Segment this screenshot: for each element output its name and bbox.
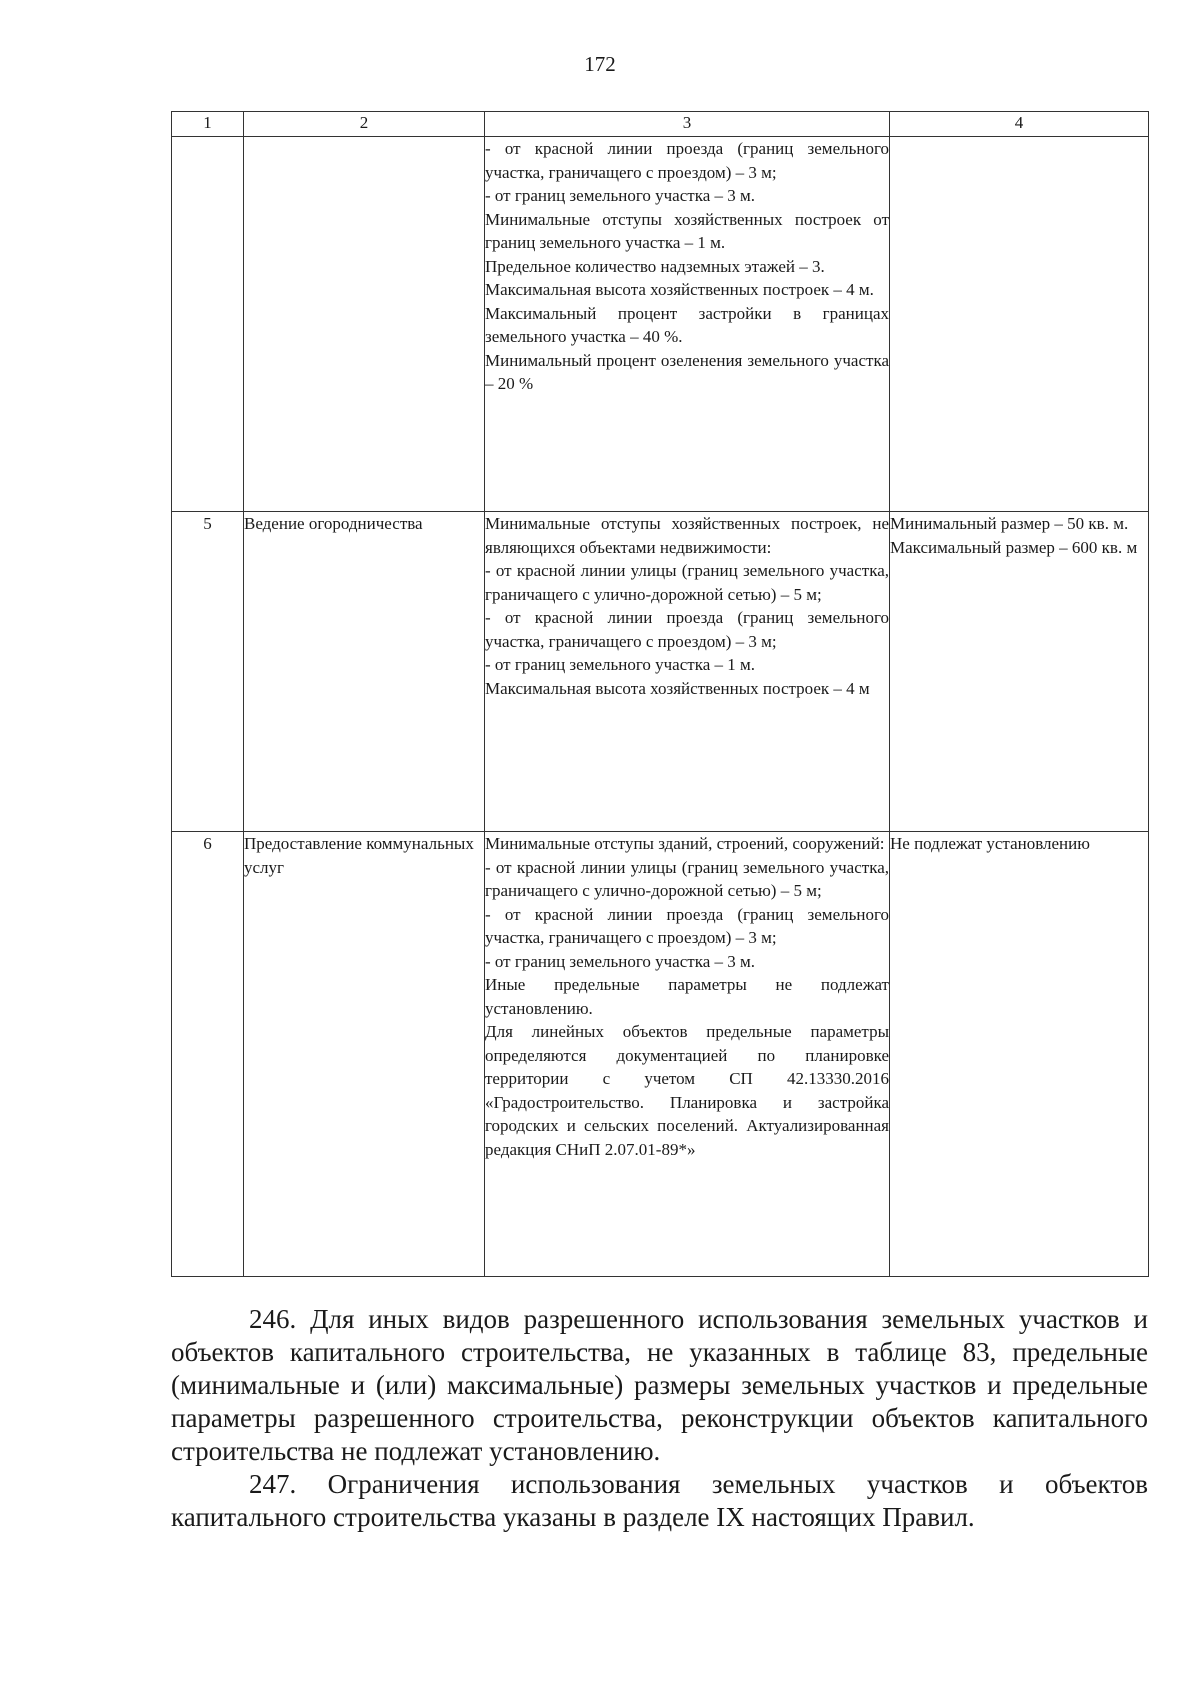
paragraph-246: 246. Для иных видов разрешенного использования земельных участков и объектов капитального строительства, не указанных в таблице 83, предельные (минимальные и (или) максимальные) размеры земельных участков и предельные параметры разрешенного строительства, реконструкции объектов капитального строительства не подлежат установлению. xyxy=(171,1304,1148,1466)
parameter-line: Минимальные отступы зданий, строений, сооружений: xyxy=(485,834,885,853)
row-number: 5 xyxy=(172,512,244,832)
regulation-table xyxy=(171,111,1149,1277)
column-number-2: 2 xyxy=(244,112,485,137)
column-number-4: 4 xyxy=(890,112,1149,137)
cell-empty xyxy=(172,137,244,512)
table-row xyxy=(172,832,1149,1277)
use-type-name: Ведение огородничества xyxy=(244,512,485,832)
body-text xyxy=(171,1303,1148,1534)
plot-size-cell xyxy=(890,832,1149,1277)
parameters-cell xyxy=(485,832,890,1277)
parameter-line: Предельное количество надземных этажей – 3. xyxy=(485,256,825,276)
plot-size-line: Минимальный размер – 50 кв. м. xyxy=(890,514,1129,533)
table-row xyxy=(172,512,1149,832)
parameter-line: Минимальные отступы хозяйственных построек, не являющихся объектами недвижимости: xyxy=(485,514,889,557)
parameter-line: - от красной линии улицы (границ земельного участка, граничащего с улично-дорожной сетью) – 5 м; xyxy=(485,561,889,604)
parameter-line: - от красной линии проезда (границ земельного участка, граничащего с проездом) – 3 м; xyxy=(485,904,889,947)
parameter-line: - от красной линии проезда (границ земельного участка, граничащего с проездом) – 3 м; xyxy=(485,139,889,182)
parameter-line: Иные предельные параметры не подлежат установлению. xyxy=(485,975,889,1018)
plot-size-cell xyxy=(890,512,1149,832)
row-number: 6 xyxy=(172,832,244,1277)
parameter-line: - от границ земельного участка – 3 м. xyxy=(485,186,755,205)
parameter-line: Минимальный процент озеленения земельного участка – 20 % xyxy=(485,350,889,393)
paragraph-247: 247. Ограничения использования земельных участков и объектов капитального строительства указаны в разделе IX настоящих Правил. xyxy=(171,1469,1148,1532)
use-type-name: Предоставление коммунальных услуг xyxy=(244,832,485,1277)
page-number: 172 xyxy=(584,52,616,76)
table-row-continuation xyxy=(172,137,1149,512)
parameters-cell xyxy=(485,137,890,512)
parameter-line: Для линейных объектов предельные параметры определяются документацией по планировке территории с учетом СП 42.13330.2016 «Градостроительство. Планировка и застройка городских и сельских поселений. Актуализированная редакция СНиП 2.07.01-89*» xyxy=(485,1022,889,1159)
parameter-line: Максимальная высота хозяйственных построек – 4 м xyxy=(485,678,870,698)
table-header-row xyxy=(172,112,1149,137)
parameter-line: Максимальный процент застройки в границах земельного участка – 40 %. xyxy=(485,303,889,346)
cell-empty xyxy=(244,137,485,512)
plot-size-line: Максимальный размер – 600 кв. м xyxy=(890,537,1138,557)
parameter-line: - от красной линии проезда (границ земельного участка, граничащего с проездом) – 3 м; xyxy=(485,608,889,651)
parameters-cell xyxy=(485,512,890,832)
parameter-line: Максимальная высота хозяйственных построек – 4 м. xyxy=(485,280,874,299)
plot-size-line: Не подлежат установлению xyxy=(890,834,1090,853)
column-number-1: 1 xyxy=(172,112,244,137)
parameter-line: - от красной линии улицы (границ земельного участка, граничащего с улично-дорожной сетью) – 5 м; xyxy=(485,857,889,900)
column-number-3: 3 xyxy=(485,112,890,137)
parameter-line: - от границ земельного участка – 1 м. xyxy=(485,655,755,674)
parameter-line: - от границ земельного участка – 3 м. xyxy=(485,951,755,971)
parameter-line: Минимальные отступы хозяйственных построек от границ земельного участка – 1 м. xyxy=(485,209,889,252)
cell-empty xyxy=(890,137,1149,512)
